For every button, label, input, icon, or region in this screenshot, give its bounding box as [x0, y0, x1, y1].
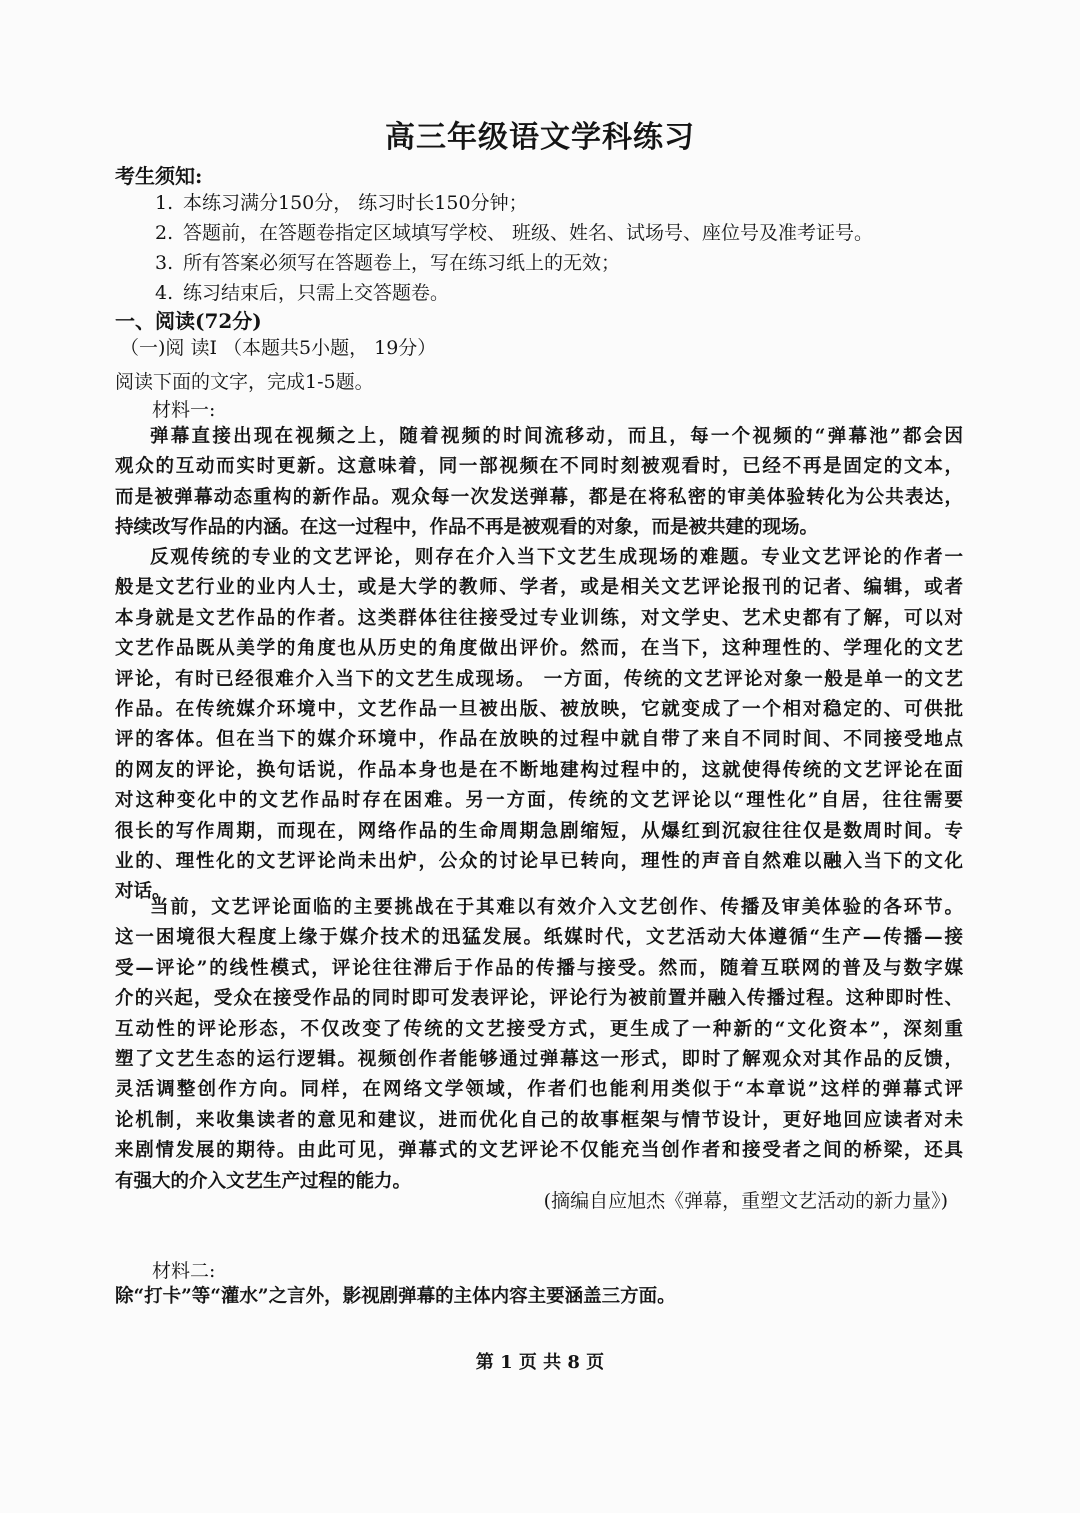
text-line: 灵活调整创作方向。同样，在网络文学领域，作者们也能利用类似于“本章说”这样的弹幕式评	[115, 1079, 963, 1101]
text-line: 的网友的评论，换句话说，作品本身也是在不断地建构过程中的，这就使得传统的文艺评论在面	[115, 759, 963, 781]
notice-item-text: 所有答案必须写在答题卷上，写在练习纸上的无效；	[183, 252, 621, 274]
reading-instruction: 阅读下面的文字，完成1-5题。	[115, 371, 374, 393]
text-line: 对这种变化中的文艺作品时存在困难。另一方面，传统的文艺评论以“理性化”自居，往往需要	[115, 790, 963, 812]
notice-item-text: 答题前，在答题卷指定区域填写学校、 班级、姓名、试场号、座位号及准考证号。	[183, 222, 874, 244]
text-line: 受—评论”的线性模式，评论往往滞后于作品的传播与接受。然而，随着互联网的普及与数字媒	[115, 957, 963, 979]
text-line: 评论，有时已经很难介入当下的文艺生成现场。 一方面，传统的文艺评论对象一般是单一的文艺	[115, 668, 963, 690]
text-line: 论机制，来收集读者的意见和建议，进而优化自己的故事框架与情节设计，更好地回应读者对未	[115, 1109, 963, 1131]
material-one-paragraph-1	[115, 422, 963, 544]
text-line: 塑了文艺生态的运行逻辑。视频创作者能够通过弹幕这一形式，即时了解观众对其作品的反馈，	[115, 1048, 963, 1070]
text-line: 般是文艺行业的业内人士，或是大学的教师、学者，或是相关文艺评论报刊的记者、编辑，或者	[115, 577, 963, 599]
page-number: 第 1 页 共 8 页	[475, 1352, 605, 1373]
text-line: 文艺作品既从美学的角度也从历史的角度做出评价。然而，在当下，这种理性的、学理化的文艺	[115, 638, 963, 660]
text-line: 作品。在传统媒介环境中，文艺作品一旦被出版、被放映，它就变成了一个相对稳定的、可供批	[115, 698, 963, 720]
notice-item-text: 本练习满分150分， 练习时长150分钟；	[183, 192, 528, 214]
material-one-paragraph-3	[115, 893, 963, 1197]
text-line: 弹幕直接出现在视频之上，随着视频的时间流移动，而且，每一个视频的“弹幕池”都会因	[150, 426, 963, 447]
text-line: 对话。	[115, 881, 171, 903]
notice-item-number: 1.	[155, 192, 174, 214]
notice-item-text: 练习结束后，只需上交答题卷。	[183, 282, 450, 304]
notice-item	[155, 188, 873, 218]
text-line: 来剧情发展的期待。由此可见，弹幕式的文艺评论不仅能充当创作者和接受者之间的桥梁，还具	[115, 1140, 963, 1162]
subsection-heading: （一)阅 读I （本题共5小题， 19分）	[120, 337, 437, 359]
text-line: 而是被弹幕动态重构的新作品。观众每一次发送弹幕，都是在将私密的审美体验转化为公共表达，	[115, 486, 963, 508]
notice-list	[155, 188, 873, 308]
notice-item	[155, 248, 873, 278]
page-title: 高三年级语文学科练习	[385, 120, 695, 155]
text-line: 除“打卡”等“灌水”之言外，影视剧弹幕的主体内容主要涵盖三方面。	[115, 1286, 676, 1307]
text-line: 反观传统的专业的文艺评论，则存在介入当下文艺生成现场的难题。专业文艺评论的作者一	[150, 547, 963, 568]
material-two-paragraph	[115, 1282, 963, 1312]
section-heading: 一、阅读(72分)	[115, 309, 262, 333]
text-line: 持续改写作品的内涵。在这一过程中，作品不再是被观看的对象，而是被共建的现场。	[115, 517, 819, 539]
text-line: 业的、理性化的文艺评论尚未出炉，公众的讨论早已转向，理性的声音自然难以融入当下的文化	[115, 850, 963, 872]
notice-heading: 考生须知:	[115, 164, 203, 188]
text-line: 本身就是文艺作品的作者。这类群体往往接受过专业训练，对文学史、艺术史都有了解，可以对	[115, 607, 963, 629]
text-line: 当前，文艺评论面临的主要挑战在于其难以有效介入文艺创作、传播及审美体验的各环节。	[150, 897, 963, 918]
text-line: 这一困境很大程度上缘于媒介技术的迅猛发展。纸媒时代，文艺活动大体遵循“生产—传播—接	[115, 927, 963, 949]
notice-item-number: 2.	[155, 222, 174, 244]
text-line: 观众的互动而实时更新。这意味着，同一部视频在不同时刻被观看时，已经不再是固定的文本，	[115, 456, 963, 478]
notice-item	[155, 278, 873, 308]
notice-item-number: 3.	[155, 252, 174, 274]
material-one-paragraph-2	[115, 543, 963, 908]
text-line: 有强大的介入文艺生产过程的能力。	[115, 1170, 412, 1192]
text-line: 介的兴起，受众在接受作品的同时即可发表评论，评论行为被前置并融入传播过程。这种即时性、	[115, 988, 963, 1010]
text-line: 评的客体。但在当下的媒介环境中，作品在放映的过程中就自带了来自不同时间、不同接受地点	[115, 729, 963, 751]
text-line: 很长的写作周期，而现在，网络作品的生命周期急剧缩短，从爆红到沉寂往往仅是数周时间。专	[115, 820, 963, 842]
text-line: 互动性的评论形态，不仅改变了传统的文艺接受方式，更生成了一种新的“文化资本”，深刻重	[115, 1018, 963, 1040]
notice-item	[155, 218, 873, 248]
material-one-source: (摘编自应旭杰《弹幕，重塑文艺活动的新力量》)	[543, 1190, 948, 1212]
material-two-label: 材料二:	[152, 1260, 216, 1282]
material-one-label: 材料一:	[152, 399, 216, 421]
notice-item-number: 4.	[155, 282, 174, 304]
